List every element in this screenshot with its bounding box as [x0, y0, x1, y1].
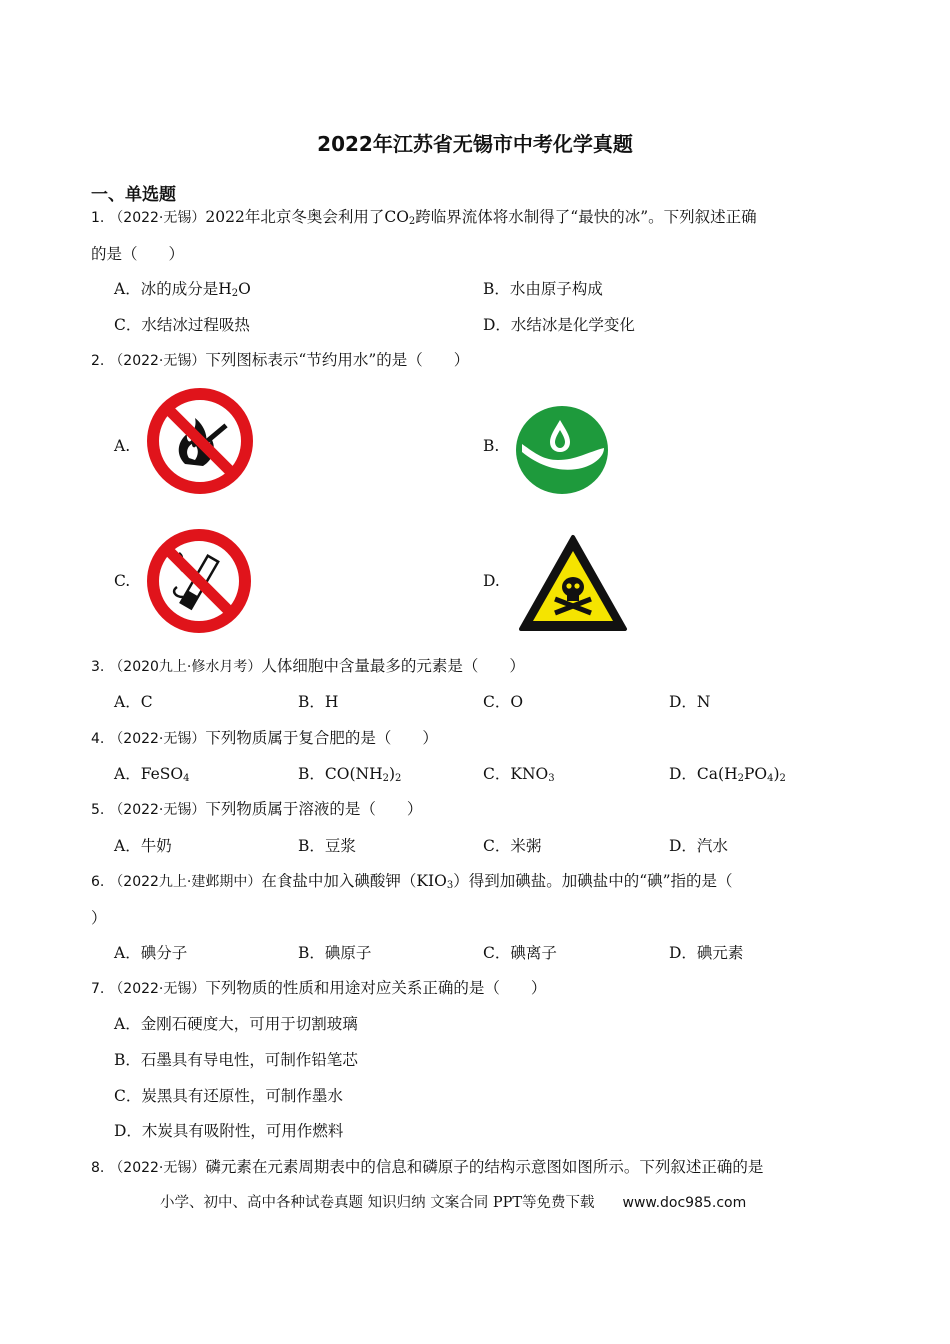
question-text: 下列物质属于溶液的是（ ） [205, 800, 423, 818]
question-text: 跨临界流体将水制得了“最快的冰”。下列叙述正确 [415, 208, 757, 226]
subscript: 4 [183, 773, 190, 784]
option-c[interactable] [483, 764, 555, 789]
option-a[interactable] [114, 764, 189, 789]
subscript: 2 [408, 216, 416, 227]
option-c[interactable]: C．米粥 [483, 837, 542, 855]
question-source: （2022九上·建邺期中） [109, 874, 262, 890]
question-source: （2022·无锡） [109, 802, 206, 818]
option-text: D．Ca(H [669, 765, 738, 783]
question-source: （2022·无锡） [109, 981, 206, 997]
question-source: （2022·无锡） [109, 1160, 206, 1176]
option-b[interactable]: B．碘原子 [298, 944, 372, 962]
question-6 [91, 871, 733, 896]
question-text: 下列物质的性质和用途对应关系正确的是（ ） [205, 979, 547, 997]
question-7 [91, 978, 546, 999]
question-5 [91, 799, 422, 820]
subscript: 2 [779, 773, 786, 784]
question-text: 2022年北京冬奥会利用了CO [205, 208, 409, 226]
option-text: ) [773, 765, 780, 783]
option-d[interactable]: D．木炭具有吸附性，可用作燃料 [114, 1122, 344, 1140]
option-a[interactable]: A．C [114, 693, 153, 711]
question-text: 磷元素在元素周期表中的信息和磷原子的结构示意图如图所示。下列叙述正确的是 [205, 1158, 764, 1176]
option-d[interactable] [669, 764, 786, 789]
question-source: （2022·无锡） [109, 353, 206, 369]
no-fire-icon [145, 386, 255, 496]
option-d[interactable]: D．汽水 [669, 837, 728, 855]
option-b[interactable]: B．豆浆 [298, 837, 356, 855]
option-text: C．KNO [483, 765, 549, 783]
question-text: 下列图标表示“节约用水”的是（ ） [205, 351, 470, 369]
question-text: ）得到加碘盐。加碘盐中的“碘”指的是（ [453, 872, 733, 890]
option-c[interactable]: C．水结冰过程吸热 [114, 316, 250, 334]
option-c[interactable]: C．O [483, 693, 524, 711]
option-text: A．FeSO [114, 765, 184, 783]
option-text: B．CO(NH [298, 765, 383, 783]
option-a[interactable]: A．碘分子 [114, 944, 188, 962]
footer-link[interactable]: www.doc985.com [622, 1195, 747, 1211]
page-title: 2022年江苏省无锡市中考化学真题 [317, 132, 633, 156]
water-saving-icon [514, 404, 610, 496]
option-c[interactable]: C．碘离子 [483, 944, 557, 962]
question-2 [91, 350, 469, 371]
subscript: 2 [395, 773, 402, 784]
question-text: 在食盐中加入碘酸钾（KIO [261, 872, 447, 890]
question-text: 人体细胞中含量最多的元素是（ ） [261, 657, 525, 675]
option-b[interactable]: B. [483, 437, 500, 455]
option-d[interactable]: D．碘元素 [669, 944, 744, 962]
question-number: 2. [91, 353, 105, 369]
question-source: （2022·无锡） [109, 731, 206, 747]
option-d[interactable]: D. [483, 572, 500, 590]
toxic-warning-icon [517, 533, 629, 633]
option-b[interactable]: B．水由原子构成 [483, 280, 603, 298]
question-number: 5. [91, 802, 105, 818]
question-number: 3. [91, 659, 105, 675]
question-6-line2: ） [91, 909, 107, 927]
option-b[interactable]: B．石墨具有导电性，可制作铅笔芯 [114, 1051, 358, 1069]
subscript: 4 [767, 773, 774, 784]
subscript: 3 [446, 880, 454, 891]
question-text: 下列物质属于复合肥的是（ ） [205, 729, 438, 747]
question-1-line2: 的是（ ） [91, 245, 185, 263]
option-a[interactable]: A. [114, 437, 131, 455]
subscript: 2 [231, 288, 239, 299]
page-footer [160, 1191, 746, 1212]
question-number: 8. [91, 1160, 105, 1176]
option-a[interactable] [114, 279, 251, 304]
footer-text: 小学、初中、高中各种试卷真题 知识归纳 文案合同 PPT等免费下载 [160, 1195, 595, 1211]
option-c[interactable]: C．炭黑具有还原性，可制作墨水 [114, 1087, 343, 1105]
option-d[interactable]: D．N [669, 693, 711, 711]
question-source: （2022·无锡） [109, 210, 206, 226]
option-c[interactable]: C. [114, 572, 131, 590]
subscript: 2 [382, 773, 389, 784]
subscript: 2 [737, 773, 744, 784]
question-number: 6. [91, 874, 105, 890]
question-source: （2020九上·修水月考） [109, 659, 262, 675]
question-1 [91, 207, 757, 232]
option-text: PO [743, 765, 768, 783]
option-a[interactable]: A．金刚石硬度大，可用于切割玻璃 [114, 1015, 358, 1033]
option-text: ) [388, 765, 396, 783]
option-a[interactable]: A．牛奶 [114, 837, 172, 855]
option-text: A．冰的成分是H [114, 280, 232, 298]
question-number: 7. [91, 981, 105, 997]
question-8 [91, 1157, 763, 1178]
no-smoking-icon [145, 527, 253, 635]
option-d[interactable]: D．水结冰是化学变化 [483, 316, 635, 334]
section-heading: 一、单选题 [91, 185, 176, 205]
option-b[interactable]: B．H [298, 693, 339, 711]
question-number: 4. [91, 731, 105, 747]
option-b[interactable] [298, 764, 401, 789]
subscript: 3 [548, 773, 555, 784]
question-number: 1. [91, 210, 105, 226]
option-text: O [238, 280, 251, 298]
question-4 [91, 728, 438, 749]
question-3 [91, 656, 525, 677]
